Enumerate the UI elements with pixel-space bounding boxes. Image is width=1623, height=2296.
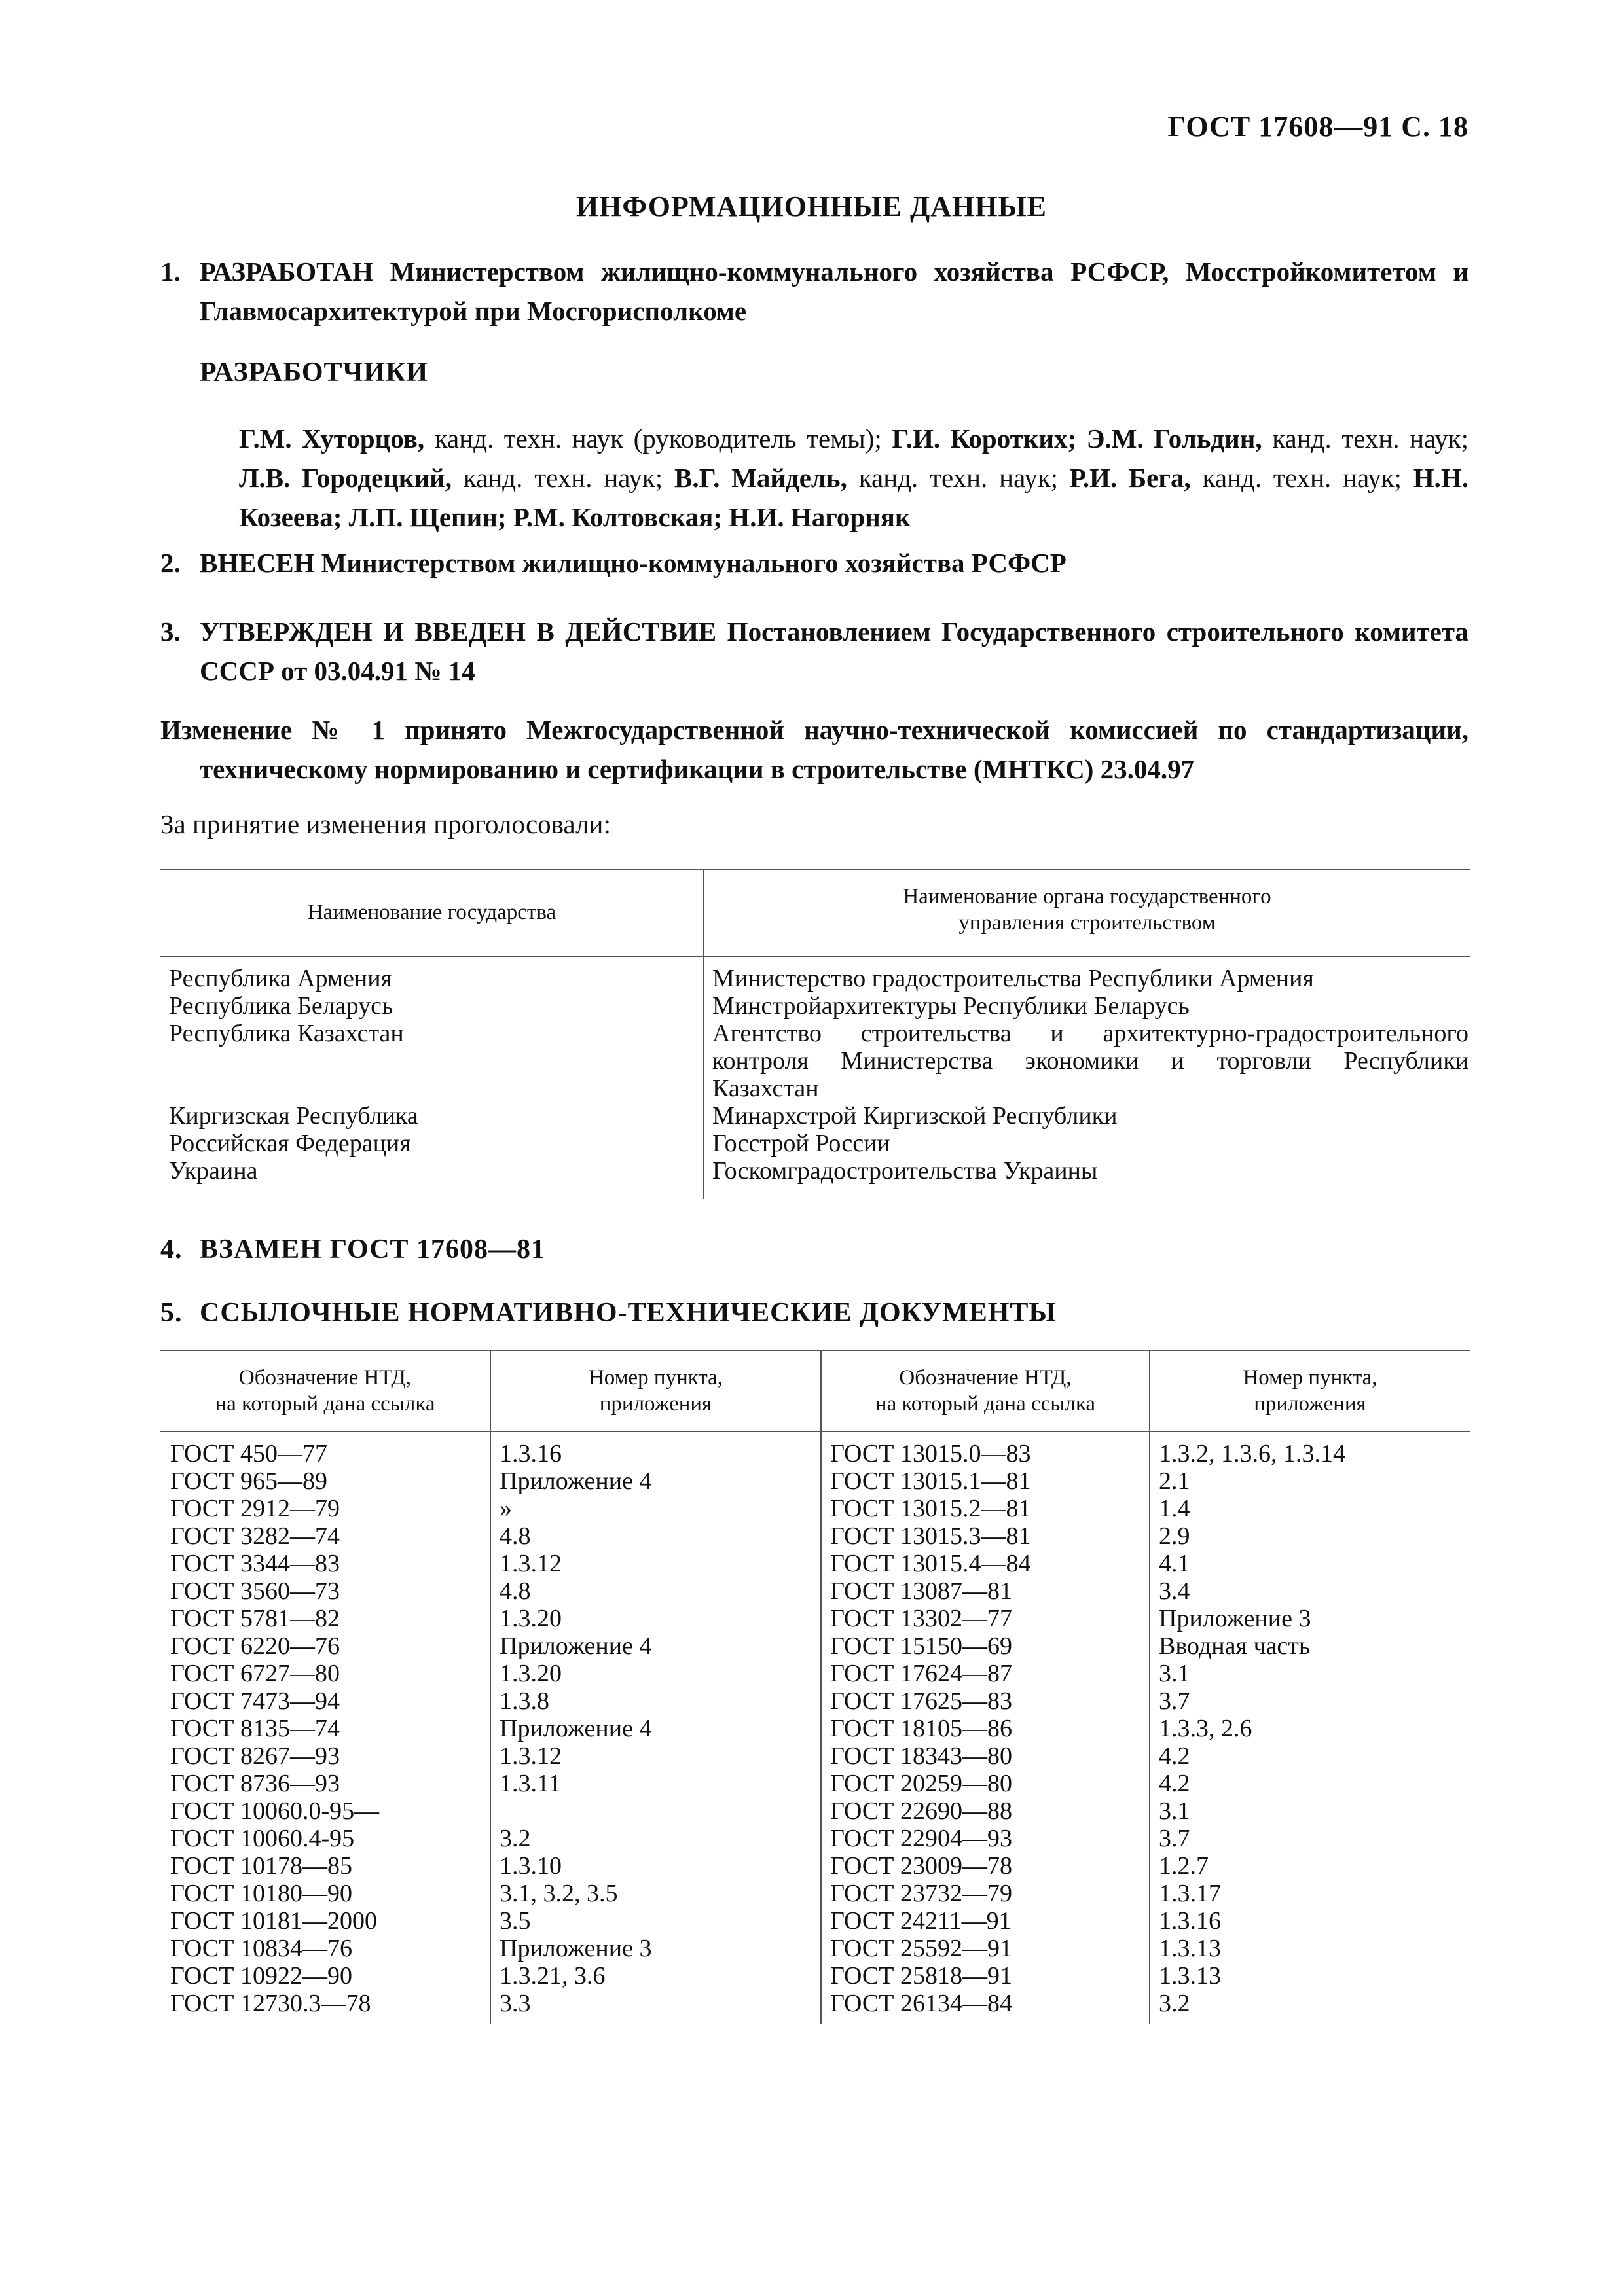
ref-num-cell: Приложение 4 bbox=[500, 1715, 652, 1742]
ref-num-cell: 1.3.20 bbox=[500, 1605, 562, 1632]
vote-state: Украина bbox=[169, 1157, 258, 1185]
ref-doc-cell: ГОСТ 8135—74 bbox=[170, 1715, 340, 1742]
item-5-number: 5. bbox=[160, 1298, 183, 1328]
ref-doc-cell: ГОСТ 12730.3—78 bbox=[170, 1990, 371, 2017]
ref-num-cell: 1.3.3, 2.6 bbox=[1159, 1715, 1252, 1742]
ref-num-cell: 1.3.13 bbox=[1159, 1962, 1221, 1990]
ref-num-cell: 1.3.10 bbox=[500, 1852, 562, 1880]
ref-num-cell: 2.1 bbox=[1159, 1467, 1190, 1495]
ref-doc-cell: ГОСТ 3282—74 bbox=[170, 1522, 340, 1550]
ref-num-cell: 3.2 bbox=[1159, 1990, 1190, 2017]
vote-col-state-header: Наименование государства bbox=[307, 901, 556, 924]
vote-state: Республика Беларусь bbox=[169, 992, 393, 1020]
item-3-text: УТВЕРЖДЕН И ВВЕДЕН В ДЕЙСТВИЕ Постановлением Государственного строительного комитета СССР от 03.04.91 № 14 bbox=[200, 617, 1468, 686]
ref-doc-cell: ГОСТ 13015.2—81 bbox=[830, 1495, 1031, 1522]
developer-name: Р.И. Бега, bbox=[1069, 463, 1191, 493]
ref-doc-cell: ГОСТ 10178—85 bbox=[170, 1852, 352, 1880]
ref-doc-cell: ГОСТ 7473—94 bbox=[170, 1687, 340, 1715]
item-5-text: ССЫЛОЧНЫЕ НОРМАТИВНО-ТЕХНИЧЕСКИЕ ДОКУМЕНТЫ bbox=[200, 1298, 1057, 1328]
ref-num-cell: 3.5 bbox=[500, 1907, 531, 1935]
item-1-text: РАЗРАБОТАН Министерством жилищно-коммунального хозяйства РСФСР, Мосстройкомитетом и Главмосархитектурой при Мосгорисполкоме bbox=[200, 257, 1468, 326]
ref-num-cell: 1.3.17 bbox=[1159, 1880, 1221, 1907]
ref-doc-cell: ГОСТ 10834—76 bbox=[170, 1935, 352, 1962]
ref-doc-cell: ГОСТ 3560—73 bbox=[170, 1577, 340, 1605]
ref-num-cell: Приложение 4 bbox=[500, 1632, 652, 1660]
vote-body: контроля Министерства экономики и торговли Республики bbox=[712, 1047, 1468, 1075]
ref-table-header-rule bbox=[160, 1431, 1470, 1432]
ref-num-cell: 3.1 bbox=[1159, 1797, 1190, 1825]
item-5 bbox=[160, 1297, 1057, 1329]
ref-doc-cell: ГОСТ 13015.4—84 bbox=[830, 1550, 1031, 1577]
ref-col-num-header-line2: приложения bbox=[599, 1392, 712, 1416]
vote-state bbox=[169, 1075, 418, 1102]
ref-doc-cell: ГОСТ 13015.0—83 bbox=[830, 1440, 1031, 1467]
ref-num-cell: 4.2 bbox=[1159, 1742, 1190, 1770]
ref-num-cell: 1.3.12 bbox=[500, 1550, 562, 1577]
item-1-number: 1. bbox=[160, 257, 181, 287]
ref-doc-cell: ГОСТ 24211—91 bbox=[830, 1907, 1012, 1935]
ref-num-cell: 3.2 bbox=[500, 1825, 531, 1852]
ref-doc-cell: ГОСТ 10922—90 bbox=[170, 1962, 352, 1990]
ref-doc-cell: ГОСТ 25818—91 bbox=[830, 1962, 1012, 1990]
ref-doc-cell: ГОСТ 13015.3—81 bbox=[830, 1522, 1031, 1550]
developer-role: канд. техн. наук; bbox=[847, 463, 1070, 493]
ref-doc-cell: ГОСТ 10060.4-95 bbox=[170, 1825, 355, 1852]
ref-doc-cell: ГОСТ 15150—69 bbox=[830, 1632, 1012, 1660]
ref-num-cell: 1.3.21, 3.6 bbox=[500, 1962, 606, 1990]
ref-num-cell: 2.9 bbox=[1159, 1522, 1190, 1550]
ref-num-cell: Приложение 3 bbox=[1159, 1605, 1311, 1632]
ref-doc-cell: ГОСТ 25592—91 bbox=[830, 1935, 1012, 1962]
item-4-text: ВЗАМЕН ГОСТ 17608—81 bbox=[200, 1234, 546, 1265]
ref-num-cell bbox=[500, 1797, 651, 1825]
vote-body: Госстрой России bbox=[712, 1130, 890, 1157]
ref-doc-cell: ГОСТ 13087—81 bbox=[830, 1577, 1012, 1605]
ref-num-cell: 4.8 bbox=[500, 1577, 531, 1605]
developer-role: канд. техн. наук (руководитель темы); bbox=[424, 423, 892, 454]
ref-right-docs-column bbox=[830, 1440, 1031, 2017]
item-2-text: ВНЕСЕН Министерством жилищно-коммунального хозяйства РСФСР bbox=[200, 548, 1067, 578]
ref-doc-cell: ГОСТ 13302—77 bbox=[830, 1605, 1012, 1632]
ref-doc-cell: ГОСТ 3344—83 bbox=[170, 1550, 340, 1577]
vote-state: Киргизская Республика bbox=[169, 1102, 418, 1130]
ref-num-cell: 1.3.11 bbox=[500, 1770, 561, 1797]
ref-doc-cell: ГОСТ 23009—78 bbox=[830, 1852, 1012, 1880]
developer-name: В.Г. Майдель, bbox=[674, 463, 847, 493]
ref-doc-cell: ГОСТ 18105—86 bbox=[830, 1715, 1012, 1742]
ref-doc-cell: ГОСТ 10060.0-95— bbox=[170, 1797, 380, 1825]
vote-table-header-rule bbox=[160, 956, 1470, 957]
ref-num-cell: 3.1, 3.2, 3.5 bbox=[500, 1880, 618, 1907]
voted-label: За принятие изменения проголосовали: bbox=[160, 809, 611, 839]
vote-body: Министерство градостроительства Республики Армения bbox=[712, 965, 1314, 992]
ref-num-cell: » bbox=[500, 1495, 512, 1522]
vote-body: Минархстрой Киргизской Республики bbox=[712, 1102, 1118, 1130]
ref-doc-cell: ГОСТ 450—77 bbox=[170, 1440, 327, 1467]
item-4-number: 4. bbox=[160, 1234, 183, 1265]
developer-name: Л.В. Городецкий, bbox=[239, 463, 452, 493]
ref-doc-cell: ГОСТ 18343—80 bbox=[830, 1742, 1012, 1770]
ref-doc-cell: ГОСТ 20259—80 bbox=[830, 1770, 1012, 1797]
ref-left-nums-column bbox=[500, 1440, 651, 2017]
developers-heading: РАЗРАБОТЧИКИ bbox=[200, 357, 429, 387]
ref-doc-cell: ГОСТ 6727—80 bbox=[170, 1660, 340, 1687]
ref-num-cell: 1.3.2, 1.3.6, 1.3.14 bbox=[1159, 1440, 1345, 1467]
ref-doc-cell: ГОСТ 17625—83 bbox=[830, 1687, 1012, 1715]
ref-num-cell: 4.8 bbox=[500, 1522, 531, 1550]
ref-col-num-header-left bbox=[491, 1365, 820, 1417]
ref-col-num-header-right bbox=[1150, 1365, 1470, 1417]
ref-table-top-rule bbox=[160, 1350, 1470, 1351]
vote-table-top-rule bbox=[160, 869, 1470, 870]
item-4 bbox=[160, 1234, 545, 1265]
ref-doc-cell: ГОСТ 22904—93 bbox=[830, 1825, 1012, 1852]
ref-num-cell: 4.1 bbox=[1159, 1550, 1190, 1577]
vote-state: Республика Армения bbox=[169, 965, 393, 992]
ref-col-doc-header-line2: на который дана ссылка bbox=[215, 1392, 435, 1416]
ref-table-divider-2 bbox=[820, 1350, 822, 2024]
ref-col-num-header-line1: Номер пункта, bbox=[588, 1366, 723, 1390]
vote-body: Казахстан bbox=[712, 1075, 819, 1102]
ref-col-doc-header-line1: Обозначение НТД, bbox=[238, 1366, 412, 1390]
developer-role: канд. техн. наук; bbox=[1190, 463, 1413, 493]
ref-doc-cell: ГОСТ 13015.1—81 bbox=[830, 1467, 1031, 1495]
ref-num-cell: Приложение 3 bbox=[500, 1935, 652, 1962]
ref-table-divider-3 bbox=[1149, 1350, 1150, 2024]
developers-list bbox=[239, 419, 1468, 537]
vote-body: Агентство строительства и архитектурно-градостроительного bbox=[712, 1020, 1468, 1047]
amendment-note: Изменение № 1 принято Межгосударственной научно-технической комиссией по стандартизации, техническому нормированию и сертификации в строительстве (МНТКС) 23.04.97 bbox=[160, 715, 1468, 784]
vote-states-column bbox=[169, 965, 418, 1185]
developer-role: канд. техн. наук; bbox=[1262, 423, 1468, 454]
ref-num-cell: 1.3.16 bbox=[1159, 1907, 1221, 1935]
item-3 bbox=[160, 612, 1468, 691]
ref-num-cell: 1.3.16 bbox=[500, 1440, 562, 1467]
ref-num-cell: 1.3.13 bbox=[1159, 1935, 1221, 1962]
ref-doc-cell: ГОСТ 26134—84 bbox=[830, 1990, 1012, 2017]
ref-num-cell: Вводная часть bbox=[1159, 1632, 1311, 1660]
ref-doc-cell: ГОСТ 8267—93 bbox=[170, 1742, 340, 1770]
ref-doc-cell: ГОСТ 965—89 bbox=[170, 1467, 327, 1495]
ref-num-cell: 3.4 bbox=[1159, 1577, 1190, 1605]
ref-num-cell: 3.7 bbox=[1159, 1687, 1190, 1715]
page-header: ГОСТ 17608—91 С. 18 bbox=[1167, 111, 1468, 143]
ref-num-cell: 3.7 bbox=[1159, 1825, 1190, 1852]
developer-name: Г.М. Хуторцов, bbox=[239, 423, 425, 454]
vote-col-body-header bbox=[704, 884, 1470, 936]
vote-state: Республика Казахстан bbox=[169, 1020, 404, 1047]
ref-num-cell: 4.2 bbox=[1159, 1770, 1190, 1797]
ref-num-cell: Приложение 4 bbox=[500, 1467, 652, 1495]
item-2 bbox=[160, 543, 1468, 583]
ref-col-doc-header-line1: Обозначение НТД, bbox=[899, 1366, 1072, 1390]
ref-col-num-header-line1: Номер пункта, bbox=[1243, 1366, 1377, 1390]
item-3-number: 3. bbox=[160, 617, 181, 647]
ref-doc-cell: ГОСТ 8736—93 bbox=[170, 1770, 340, 1797]
vote-state: Российская Федерация bbox=[169, 1130, 411, 1157]
ref-num-cell: 1.3.12 bbox=[500, 1742, 562, 1770]
ref-doc-cell: ГОСТ 5781—82 bbox=[170, 1605, 340, 1632]
item-1 bbox=[160, 252, 1468, 331]
ref-num-cell: 1.2.7 bbox=[1159, 1852, 1209, 1880]
ref-col-doc-header-right bbox=[822, 1365, 1149, 1417]
ref-num-cell: 3.3 bbox=[500, 1990, 531, 2017]
ref-col-doc-header-left bbox=[160, 1365, 490, 1417]
vote-col-body-header-line2: управления строительством bbox=[958, 911, 1216, 935]
ref-left-docs-column bbox=[170, 1440, 379, 2017]
developer-role: канд. техн. наук; bbox=[452, 463, 675, 493]
ref-num-cell: 1.3.8 bbox=[500, 1687, 549, 1715]
vote-col-body-header-line1: Наименование органа государственного bbox=[903, 885, 1271, 908]
ref-num-cell: 1.3.20 bbox=[500, 1660, 562, 1687]
ref-doc-cell: ГОСТ 6220—76 bbox=[170, 1632, 340, 1660]
ref-num-cell: 1.4 bbox=[1159, 1495, 1190, 1522]
ref-doc-cell: ГОСТ 10180—90 bbox=[170, 1880, 352, 1907]
ref-doc-cell: ГОСТ 2912—79 bbox=[170, 1495, 340, 1522]
vote-body: Минстройархитектуры Республики Беларусь bbox=[712, 992, 1190, 1020]
ref-doc-cell: ГОСТ 23732—79 bbox=[830, 1880, 1012, 1907]
developer-name: Г.И. Коротких; Э.М. Гольдин, bbox=[892, 423, 1262, 454]
vote-body: Госкомградостроительства Украины bbox=[712, 1157, 1098, 1185]
ref-doc-cell: ГОСТ 17624—87 bbox=[830, 1660, 1012, 1687]
ref-num-cell: 3.1 bbox=[1159, 1660, 1190, 1687]
item-2-number: 2. bbox=[160, 548, 181, 578]
vote-state bbox=[169, 1047, 418, 1075]
ref-doc-cell: ГОСТ 10181—2000 bbox=[170, 1907, 377, 1935]
ref-table-divider-1 bbox=[490, 1350, 491, 2024]
developer-name: Н.Н. Козеева; Л.П. Щепин; Р.М. Колтовская; Н.И. Нагорняк bbox=[239, 463, 1469, 532]
ref-doc-cell: ГОСТ 22690—88 bbox=[830, 1797, 1012, 1825]
vote-bodies-column bbox=[712, 965, 1468, 1185]
ref-right-nums-column bbox=[1159, 1440, 1345, 2017]
page-title: ИНФОРМАЦИОННЫЕ ДАННЫЕ bbox=[575, 190, 1048, 223]
ref-col-num-header-line2: приложения bbox=[1254, 1392, 1366, 1416]
ref-col-doc-header-line2: на который дана ссылка bbox=[875, 1392, 1096, 1416]
